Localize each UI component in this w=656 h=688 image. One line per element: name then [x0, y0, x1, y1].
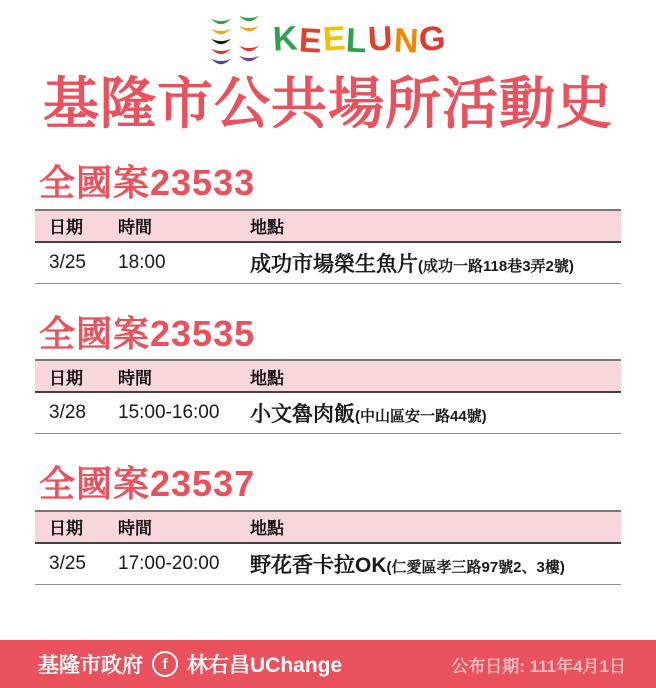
cell-place — [250, 248, 621, 278]
logo-arc — [237, 24, 261, 33]
cell-place — [250, 549, 621, 579]
table-row — [35, 393, 621, 433]
cell-date: 3/28 — [49, 402, 86, 424]
case-section-23537 — [35, 464, 621, 585]
logo-letter: U — [367, 19, 395, 59]
keelung-logo-mark-icon — [209, 14, 261, 66]
keelung-logo — [0, 0, 656, 65]
col-header-time: 時間 — [118, 218, 152, 237]
table-header-row — [35, 512, 621, 544]
place-name: 野花香卡拉OK — [250, 553, 387, 577]
cell-place — [250, 398, 621, 428]
footer-bar — [0, 640, 656, 688]
cell-date: 3/25 — [49, 251, 86, 273]
col-header-place: 地點 — [250, 368, 284, 388]
activity-table — [35, 359, 621, 434]
case-section-23535 — [35, 314, 621, 435]
case-number: 全國案23535 — [39, 312, 256, 354]
logo-mark-right-column — [237, 14, 261, 66]
page-title: 基隆市公共場所活動史 — [43, 72, 613, 135]
case-section-23533 — [35, 163, 621, 284]
col-header-date: 日期 — [49, 368, 83, 388]
logo-arc — [209, 37, 233, 46]
case-number: 全國案23533 — [39, 161, 256, 203]
table-row — [35, 544, 621, 584]
place-address: (仁愛區孝三路97號2、3樓) — [386, 558, 565, 576]
logo-mark-left-column — [209, 17, 233, 66]
facebook-letter: f — [162, 655, 168, 673]
place-address: (中山區安一路44號) — [355, 408, 487, 426]
logo-arc — [237, 44, 261, 53]
col-header-date: 日期 — [49, 519, 83, 539]
logo-letter: L — [345, 21, 369, 61]
place-name: 小文魯肉飯 — [250, 403, 355, 427]
footer-account: 林右昌UChange — [187, 654, 343, 677]
keelung-wordmark — [272, 19, 448, 61]
col-header-time: 時間 — [118, 519, 152, 539]
logo-letter: K — [272, 19, 300, 59]
place-address: (成功一路118巷3弄2號) — [418, 257, 574, 275]
case-number: 全國案23537 — [39, 463, 256, 505]
place-name: 成功市場榮生魚片 — [250, 252, 418, 276]
table-header-row — [35, 361, 621, 393]
logo-arc — [237, 14, 261, 23]
table-row — [35, 243, 621, 283]
logo-arc — [209, 27, 233, 36]
footer-org: 基隆市政府 — [38, 654, 143, 677]
cell-time: 17:00-20:00 — [118, 552, 220, 574]
footer-identity — [38, 649, 342, 679]
logo-letter: E — [297, 21, 324, 61]
cell-time: 18:00 — [118, 251, 166, 273]
publish-date: 公布日期: 111年4月1日 — [451, 656, 626, 676]
col-header-place: 地點 — [250, 519, 284, 539]
activity-table — [35, 510, 621, 585]
col-header-date: 日期 — [49, 218, 83, 237]
logo-arc — [209, 47, 233, 56]
table-header-row — [35, 211, 621, 243]
logo-letter: G — [418, 19, 448, 59]
cell-date: 3/25 — [49, 552, 86, 574]
logo-letter: N — [392, 21, 421, 61]
col-header-place: 地點 — [250, 218, 284, 237]
logo-letter: E — [321, 19, 348, 59]
logo-arc — [237, 54, 261, 63]
activity-table — [35, 209, 621, 284]
logo-arc — [209, 17, 233, 26]
facebook-icon — [152, 651, 178, 677]
col-header-time: 時間 — [118, 368, 152, 388]
logo-arc — [209, 57, 233, 66]
cell-time: 15:00-16:00 — [118, 402, 220, 424]
